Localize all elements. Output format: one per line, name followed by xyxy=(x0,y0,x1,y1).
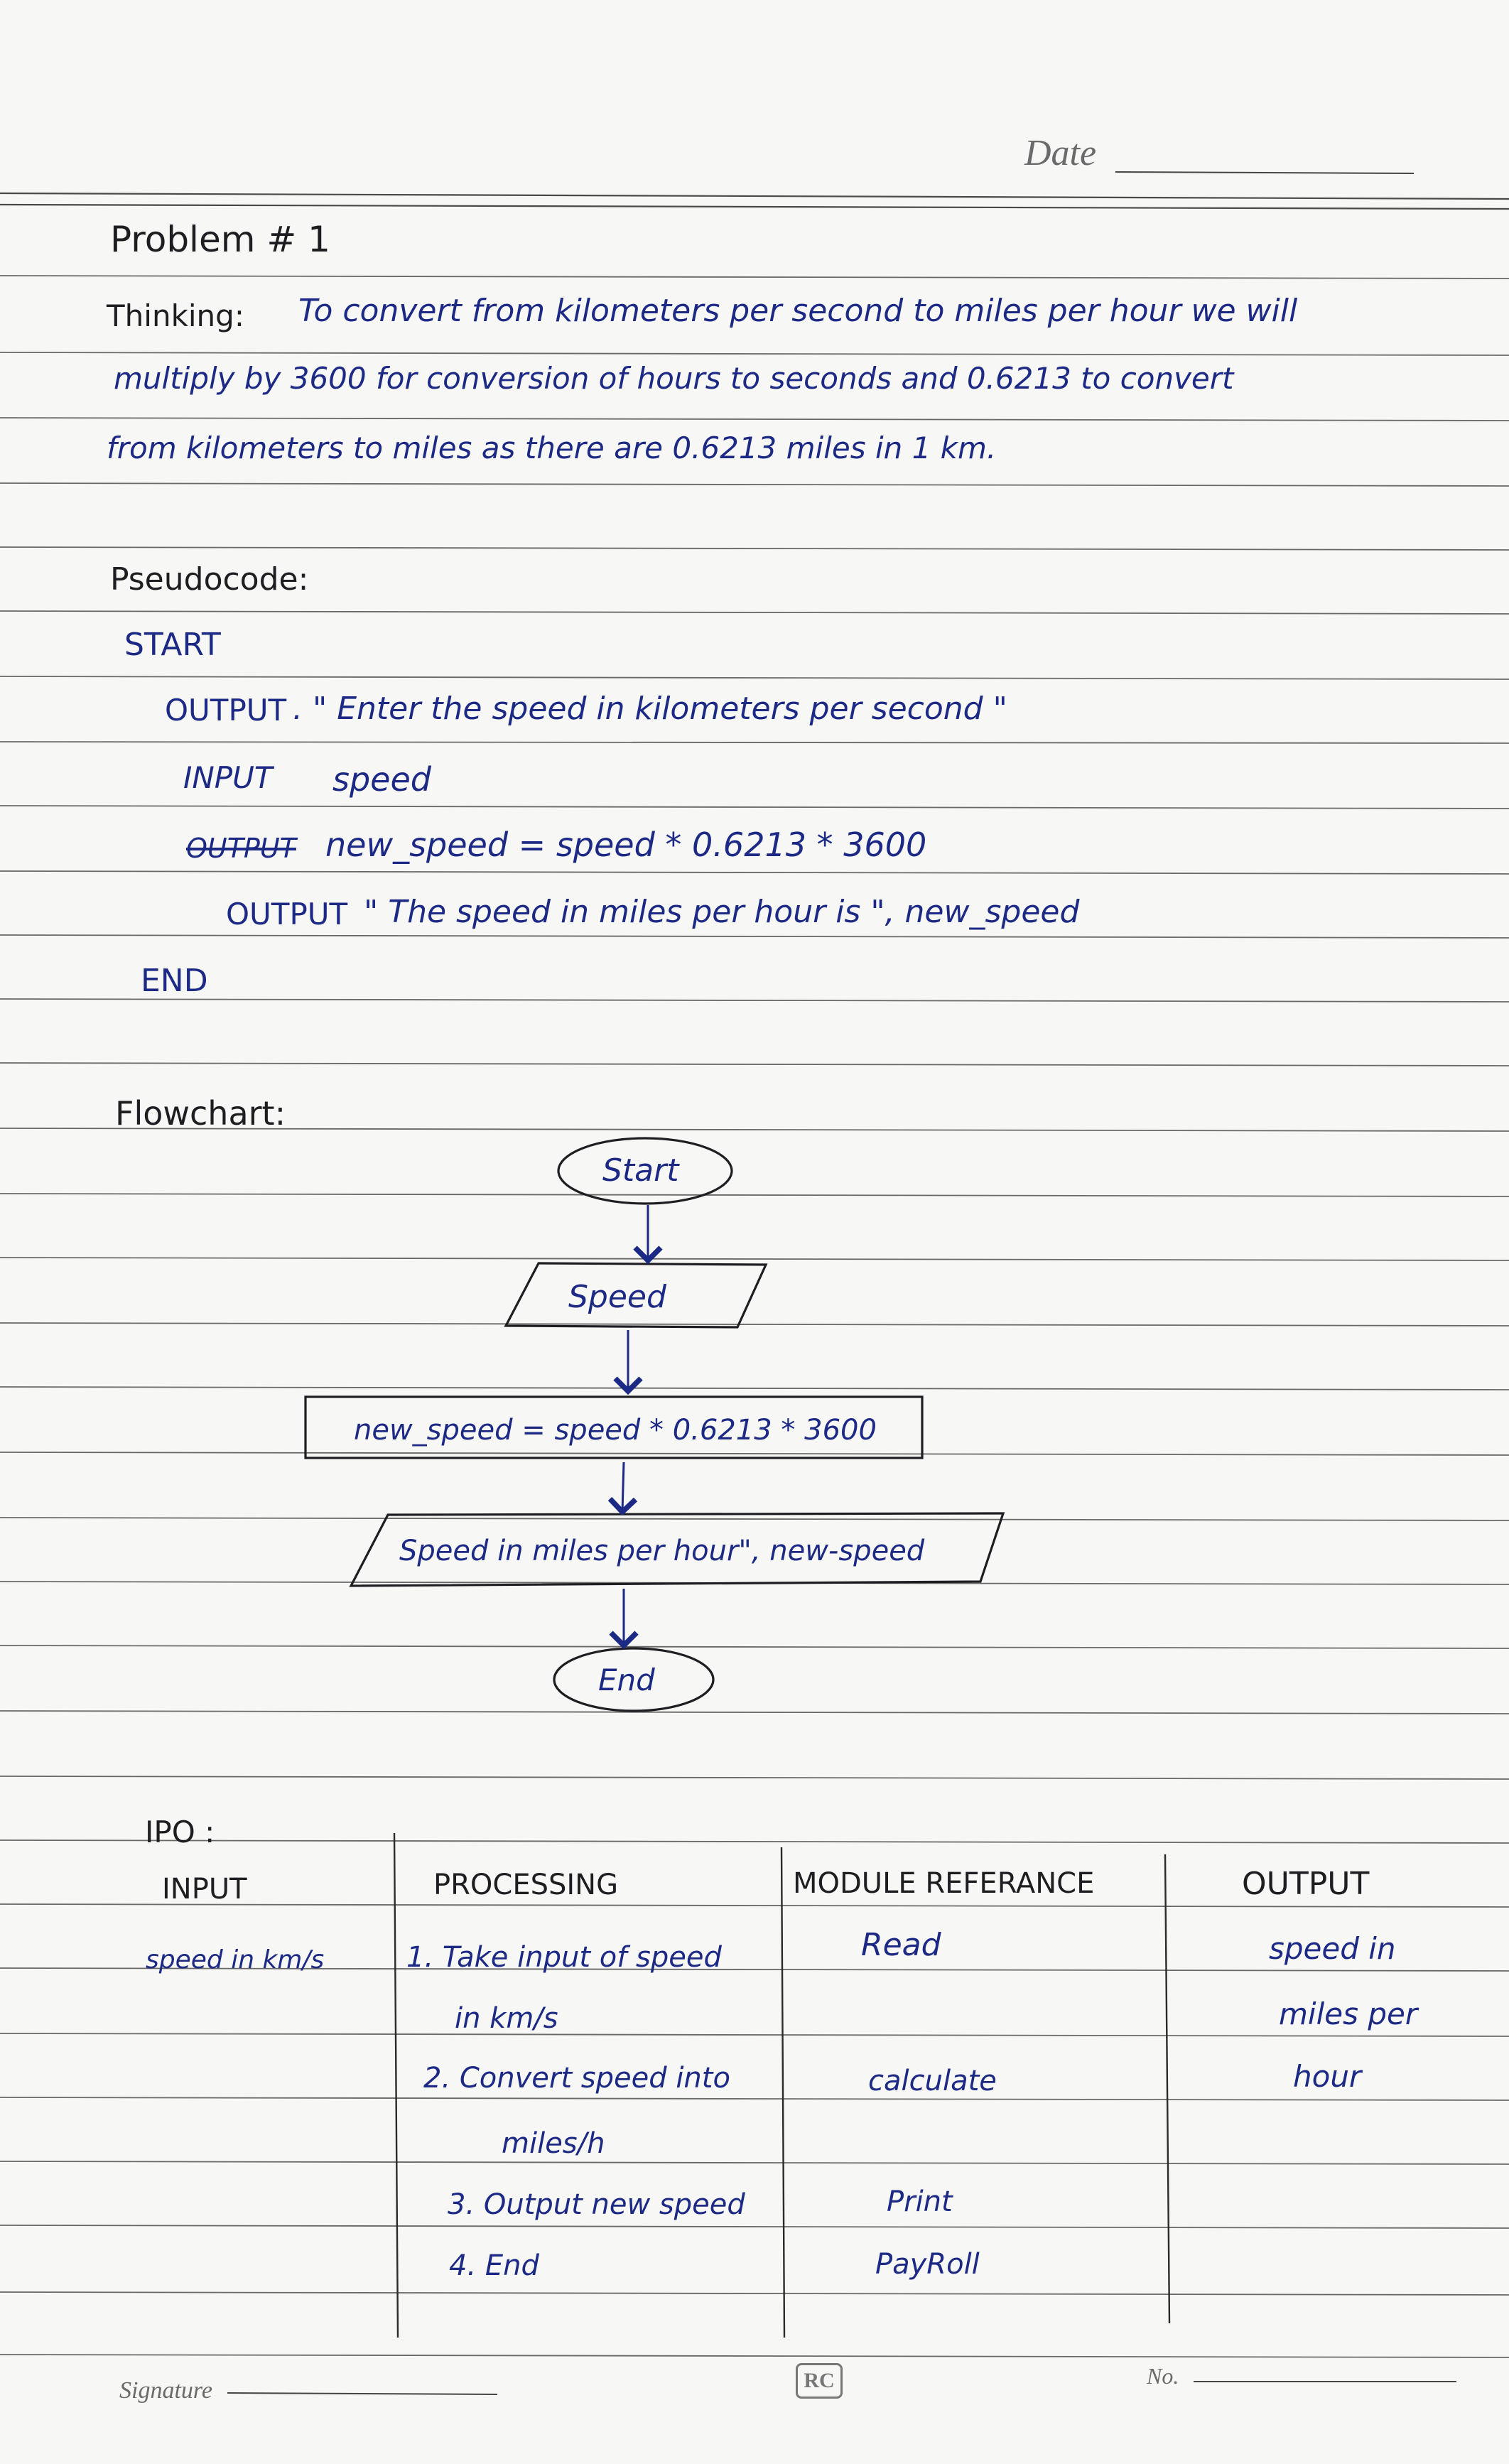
flowchart-heading: Flowchart: xyxy=(115,1094,286,1133)
ipo-output-line-3: hour xyxy=(1293,2059,1362,2094)
ipo-step-2-line1: 2. Convert speed into xyxy=(423,2062,730,2095)
number-label: No. xyxy=(1147,2363,1179,2389)
ipo-module-1: Read xyxy=(861,1927,941,1963)
pseudocode-output-prompt: . " Enter the speed in kilometers per second " xyxy=(293,691,1007,727)
ipo-heading: IPO : xyxy=(145,1815,215,1849)
ipo-module-3: Print xyxy=(887,2185,953,2218)
pseudocode-output-keyword: OUTPUT xyxy=(165,693,287,728)
ipo-step-2-line2: miles/h xyxy=(502,2127,605,2160)
flow-process-label: new_speed = speed * 0.6213 * 3600 xyxy=(354,1414,877,1447)
signature-label: Signature xyxy=(119,2377,212,2404)
pseudocode-assignment: new_speed = speed * 0.6213 * 3600 xyxy=(325,826,927,864)
ipo-module-2: calculate xyxy=(868,2065,997,2097)
pseudocode-struck-keyword: OUTPUT xyxy=(186,833,296,864)
thinking-line-2: multiply by 3600 for conversion of hours to seconds and 0.6213 to convert xyxy=(114,361,1234,396)
flow-start-label: Start xyxy=(602,1152,679,1189)
ipo-header-module: MODULE REFERANCE xyxy=(793,1867,1095,1900)
ipo-input-cell: speed in km/s xyxy=(146,1945,325,1974)
pseudocode-input-keyword: INPUT xyxy=(183,760,273,795)
pseudocode-heading: Pseudocode: xyxy=(110,561,309,598)
pseudocode-output2-keyword: OUTPUT xyxy=(226,897,348,931)
thinking-label: Thinking: xyxy=(107,298,244,333)
ipo-step-3-line1: 3. Output new speed xyxy=(448,2188,745,2221)
ipo-step-1-line1: 1. Take input of speed xyxy=(406,1941,722,1974)
thinking-line-1: To convert from kilometers per second to miles per hour we will xyxy=(298,293,1298,329)
ipo-header-output: OUTPUT xyxy=(1242,1866,1370,1902)
ipo-module-4: PayRoll xyxy=(875,2248,980,2281)
pseudocode-output-result: " The speed in miles per hour is ", new_speed xyxy=(364,894,1080,930)
date-label: Date xyxy=(1024,133,1097,173)
ipo-step-1-line2: in km/s xyxy=(455,2002,558,2035)
pseudocode-input-var: speed xyxy=(332,760,431,799)
flow-input-label: Speed xyxy=(568,1279,666,1315)
flow-arrow-3 xyxy=(622,1462,624,1512)
flow-end-label: End xyxy=(598,1663,655,1697)
pseudocode-end: END xyxy=(141,963,208,999)
pseudocode-start: START xyxy=(124,627,221,663)
ipo-output-line-2: miles per xyxy=(1279,1996,1418,2031)
flow-output-label: Speed in miles per hour", new-speed xyxy=(399,1535,925,1567)
ipo-header-processing: PROCESSING xyxy=(433,1869,619,1901)
brand-logo: RC xyxy=(796,2363,843,2399)
thinking-line-3: from kilometers to miles as there are 0.6213 miles in 1 km. xyxy=(107,431,997,465)
problem-title: Problem # 1 xyxy=(110,219,330,260)
ipo-header-input: INPUT xyxy=(162,1873,247,1906)
ipo-step-4-line1: 4. End xyxy=(449,2249,539,2282)
ipo-output-line-1: speed in xyxy=(1269,1931,1396,1966)
